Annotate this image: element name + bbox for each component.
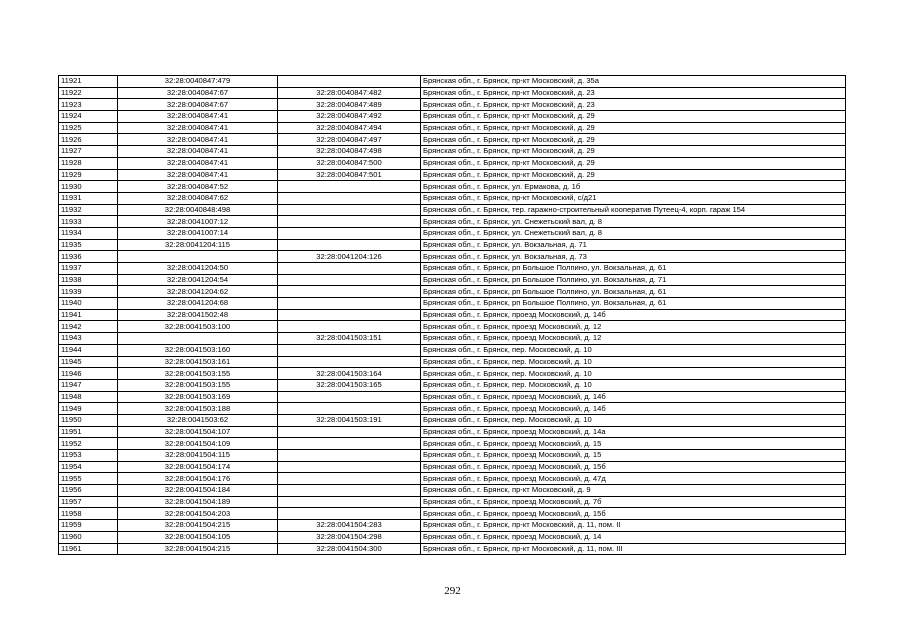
object-number-cell: 32:28:0040847:482 xyxy=(278,87,421,99)
table-row xyxy=(59,111,846,123)
cadastral-number-cell: 32:28:0040847:41 xyxy=(118,157,278,169)
cadastral-number-cell: 32:28:0040847:479 xyxy=(118,76,278,88)
object-number-cell xyxy=(278,461,421,473)
address-cell: Брянская обл., г. Брянск, пер. Московский, д. 10 xyxy=(421,368,846,380)
address-cell: Брянская обл., г. Брянск, проезд Московский, д. 14 xyxy=(421,531,846,543)
row-number-cell: 11930 xyxy=(59,181,118,193)
table-row xyxy=(59,461,846,473)
cadastral-number-cell: 32:28:0041204:54 xyxy=(118,274,278,286)
row-number-cell: 11935 xyxy=(59,239,118,251)
address-cell: Брянская обл., г. Брянск, проезд Московский, д. 15 xyxy=(421,450,846,462)
cadastral-number-cell: 32:28:0041503:100 xyxy=(118,321,278,333)
cadastral-number-cell: 32:28:0040847:52 xyxy=(118,181,278,193)
row-number-cell: 11925 xyxy=(59,122,118,134)
table-row xyxy=(59,450,846,462)
object-number-cell: 32:28:0040847:497 xyxy=(278,134,421,146)
row-number-cell: 11955 xyxy=(59,473,118,485)
object-number-cell xyxy=(278,508,421,520)
cadastral-number-cell: 32:28:0041504:215 xyxy=(118,543,278,555)
address-cell: Брянская обл., г. Брянск, пр-кт Московский, д. 11, пом. II xyxy=(421,520,846,532)
object-number-cell xyxy=(278,181,421,193)
registry-table xyxy=(58,75,846,555)
table-row xyxy=(59,286,846,298)
object-number-cell xyxy=(278,344,421,356)
row-number-cell: 11961 xyxy=(59,543,118,555)
address-cell: Брянская обл., г. Брянск, пр-кт Московский, д. 29 xyxy=(421,157,846,169)
cadastral-number-cell: 32:28:0040847:41 xyxy=(118,146,278,158)
table-row xyxy=(59,520,846,532)
address-cell: Брянская обл., г. Брянск, ул. Вокзальная, д. 71 xyxy=(421,239,846,251)
object-number-cell xyxy=(278,403,421,415)
table-row xyxy=(59,473,846,485)
cadastral-number-cell: 32:28:0040847:41 xyxy=(118,122,278,134)
row-number-cell: 11928 xyxy=(59,157,118,169)
object-number-cell xyxy=(278,76,421,88)
address-cell: Брянская обл., г. Брянск, тер. гаражно-строительный кооператив Путеец-4, корп. гараж 154 xyxy=(421,204,846,216)
row-number-cell: 11934 xyxy=(59,227,118,239)
object-number-cell: 32:28:0041504:283 xyxy=(278,520,421,532)
table-row xyxy=(59,216,846,228)
row-number-cell: 11945 xyxy=(59,356,118,368)
row-number-cell: 11946 xyxy=(59,368,118,380)
address-cell: Брянская обл., г. Брянск, проезд Московский, д. 47д xyxy=(421,473,846,485)
row-number-cell: 11958 xyxy=(59,508,118,520)
address-cell: Брянская обл., г. Брянск, рп Большое Полпино, ул. Вокзальная, д. 61 xyxy=(421,298,846,310)
object-number-cell: 32:28:0041503:151 xyxy=(278,333,421,345)
address-cell: Брянская обл., г. Брянск, рп Большое Полпино, ул. Вокзальная, д. 61 xyxy=(421,286,846,298)
address-cell: Брянская обл., г. Брянск, проезд Московский, д. 14б xyxy=(421,403,846,415)
cadastral-number-cell: 32:28:0041503:169 xyxy=(118,391,278,403)
address-cell: Брянская обл., г. Брянск, пр-кт Московский, д. 29 xyxy=(421,134,846,146)
object-number-cell: 32:28:0040847:494 xyxy=(278,122,421,134)
object-number-cell: 32:28:0041503:191 xyxy=(278,414,421,426)
cadastral-number-cell: 32:28:0040847:67 xyxy=(118,99,278,111)
row-number-cell: 11959 xyxy=(59,520,118,532)
object-number-cell xyxy=(278,356,421,368)
address-cell: Брянская обл., г. Брянск, проезд Московский, д. 15б xyxy=(421,461,846,473)
table-row xyxy=(59,356,846,368)
address-cell: Брянская обл., г. Брянск, пр-кт Московский, д. 23 xyxy=(421,87,846,99)
object-number-cell xyxy=(278,286,421,298)
address-cell: Брянская обл., г. Брянск, пер. Московский, д. 10 xyxy=(421,379,846,391)
table-row xyxy=(59,192,846,204)
row-number-cell: 11943 xyxy=(59,333,118,345)
object-number-cell xyxy=(278,450,421,462)
row-number-cell: 11923 xyxy=(59,99,118,111)
table-row xyxy=(59,204,846,216)
address-cell: Брянская обл., г. Брянск, проезд Московский, д. 12 xyxy=(421,333,846,345)
registry-table-body xyxy=(59,76,846,555)
cadastral-number-cell: 32:28:0041504:174 xyxy=(118,461,278,473)
address-cell: Брянская обл., г. Брянск, проезд Московский, д. 14б xyxy=(421,391,846,403)
cadastral-number-cell: 32:28:0041503:188 xyxy=(118,403,278,415)
row-number-cell: 11924 xyxy=(59,111,118,123)
table-row xyxy=(59,496,846,508)
row-number-cell: 11936 xyxy=(59,251,118,263)
address-cell: Брянская обл., г. Брянск, пр-кт Московский, д. 9 xyxy=(421,485,846,497)
row-number-cell: 11926 xyxy=(59,134,118,146)
cadastral-number-cell: 32:28:0041504:176 xyxy=(118,473,278,485)
table-row xyxy=(59,157,846,169)
address-cell: Брянская обл., г. Брянск, пр-кт Московский, д. 11, пом. III xyxy=(421,543,846,555)
address-cell: Брянская обл., г. Брянск, ул. Вокзальная, д. 73 xyxy=(421,251,846,263)
cadastral-number-cell: 32:28:0041504:215 xyxy=(118,520,278,532)
table-row xyxy=(59,122,846,134)
object-number-cell: 32:28:0041504:298 xyxy=(278,531,421,543)
cadastral-number-cell: 32:28:0040848:498 xyxy=(118,204,278,216)
row-number-cell: 11944 xyxy=(59,344,118,356)
table-row xyxy=(59,403,846,415)
cadastral-number-cell: 32:28:0041204:50 xyxy=(118,263,278,275)
row-number-cell: 11939 xyxy=(59,286,118,298)
address-cell: Брянская обл., г. Брянск, пер. Московский, д. 10 xyxy=(421,414,846,426)
cadastral-number-cell: 32:28:0041503:160 xyxy=(118,344,278,356)
row-number-cell: 11933 xyxy=(59,216,118,228)
cadastral-number-cell: 32:28:0041204:68 xyxy=(118,298,278,310)
row-number-cell: 11950 xyxy=(59,414,118,426)
object-number-cell: 32:28:0041204:126 xyxy=(278,251,421,263)
object-number-cell xyxy=(278,485,421,497)
table-row xyxy=(59,344,846,356)
row-number-cell: 11922 xyxy=(59,87,118,99)
table-row xyxy=(59,368,846,380)
object-number-cell: 32:28:0041503:164 xyxy=(278,368,421,380)
row-number-cell: 11951 xyxy=(59,426,118,438)
table-row xyxy=(59,239,846,251)
object-number-cell xyxy=(278,204,421,216)
row-number-cell: 11927 xyxy=(59,146,118,158)
cadastral-number-cell: 32:28:0041503:155 xyxy=(118,379,278,391)
cadastral-number-cell: 32:28:0041504:203 xyxy=(118,508,278,520)
object-number-cell: 32:28:0040847:489 xyxy=(278,99,421,111)
table-row xyxy=(59,181,846,193)
cadastral-number-cell xyxy=(118,251,278,263)
cadastral-number-cell: 32:28:0041503:155 xyxy=(118,368,278,380)
page-number: 292 xyxy=(444,585,461,597)
row-number-cell: 11952 xyxy=(59,438,118,450)
object-number-cell: 32:28:0040847:492 xyxy=(278,111,421,123)
table-row xyxy=(59,169,846,181)
object-number-cell: 32:28:0041504:300 xyxy=(278,543,421,555)
row-number-cell: 11929 xyxy=(59,169,118,181)
cadastral-number-cell: 32:28:0040847:67 xyxy=(118,87,278,99)
row-number-cell: 11940 xyxy=(59,298,118,310)
row-number-cell: 11960 xyxy=(59,531,118,543)
cadastral-number-cell: 32:28:0041504:115 xyxy=(118,450,278,462)
table-row xyxy=(59,251,846,263)
cadastral-number-cell: 32:28:0041503:161 xyxy=(118,356,278,368)
address-cell: Брянская обл., г. Брянск, пр-кт Московский, д. 29 xyxy=(421,169,846,181)
table-row xyxy=(59,87,846,99)
row-number-cell: 11932 xyxy=(59,204,118,216)
object-number-cell xyxy=(278,496,421,508)
address-cell: Брянская обл., г. Брянск, пр-кт Московский, д. 29 xyxy=(421,122,846,134)
cadastral-number-cell xyxy=(118,333,278,345)
address-cell: Брянская обл., г. Брянск, пер. Московский, д. 10 xyxy=(421,344,846,356)
object-number-cell xyxy=(278,227,421,239)
object-number-cell xyxy=(278,309,421,321)
address-cell: Брянская обл., г. Брянск, пр-кт Московский, д. 23 xyxy=(421,99,846,111)
cadastral-number-cell: 32:28:0041504:107 xyxy=(118,426,278,438)
address-cell: Брянская обл., г. Брянск, рп Большое Полпино, ул. Вокзальная, д. 61 xyxy=(421,263,846,275)
object-number-cell xyxy=(278,473,421,485)
address-cell: Брянская обл., г. Брянск, проезд Московский, д. 15б xyxy=(421,508,846,520)
table-row xyxy=(59,274,846,286)
cadastral-number-cell: 32:28:0041503:62 xyxy=(118,414,278,426)
table-row xyxy=(59,134,846,146)
cadastral-number-cell: 32:28:0041504:109 xyxy=(118,438,278,450)
object-number-cell xyxy=(278,391,421,403)
row-number-cell: 11949 xyxy=(59,403,118,415)
cadastral-number-cell: 32:28:0041007:14 xyxy=(118,227,278,239)
object-number-cell xyxy=(278,263,421,275)
object-number-cell xyxy=(278,274,421,286)
cadastral-number-cell: 32:28:0041007:12 xyxy=(118,216,278,228)
row-number-cell: 11948 xyxy=(59,391,118,403)
cadastral-number-cell: 32:28:0041204:62 xyxy=(118,286,278,298)
row-number-cell: 11941 xyxy=(59,309,118,321)
object-number-cell xyxy=(278,239,421,251)
table-row xyxy=(59,543,846,555)
table-row xyxy=(59,379,846,391)
table-row xyxy=(59,508,846,520)
cadastral-number-cell: 32:28:0040847:41 xyxy=(118,169,278,181)
object-number-cell xyxy=(278,426,421,438)
address-cell: Брянская обл., г. Брянск, проезд Московский, д. 14а xyxy=(421,426,846,438)
cadastral-number-cell: 32:28:0041504:184 xyxy=(118,485,278,497)
table-row xyxy=(59,438,846,450)
cadastral-number-cell: 32:28:0041504:105 xyxy=(118,531,278,543)
address-cell: Брянская обл., г. Брянск, ул. Ермакова, д. 1б xyxy=(421,181,846,193)
object-number-cell xyxy=(278,298,421,310)
cadastral-number-cell: 32:28:0041502:48 xyxy=(118,309,278,321)
row-number-cell: 11931 xyxy=(59,192,118,204)
row-number-cell: 11938 xyxy=(59,274,118,286)
table-row xyxy=(59,485,846,497)
object-number-cell xyxy=(278,216,421,228)
address-cell: Брянская обл., г. Брянск, ул. Снежетьский вал, д. 8 xyxy=(421,216,846,228)
table-row xyxy=(59,391,846,403)
address-cell: Брянская обл., г. Брянск, пр-кт Московский, д. 29 xyxy=(421,111,846,123)
table-row xyxy=(59,263,846,275)
row-number-cell: 11953 xyxy=(59,450,118,462)
table-row xyxy=(59,298,846,310)
address-cell: Брянская обл., г. Брянск, ул. Снежетьский вал, д. 8 xyxy=(421,227,846,239)
cadastral-number-cell: 32:28:0040847:41 xyxy=(118,134,278,146)
cadastral-number-cell: 32:28:0040847:41 xyxy=(118,111,278,123)
cadastral-number-cell: 32:28:0041204:115 xyxy=(118,239,278,251)
object-number-cell: 32:28:0040847:501 xyxy=(278,169,421,181)
cadastral-number-cell: 32:28:0041504:189 xyxy=(118,496,278,508)
object-number-cell xyxy=(278,438,421,450)
table-row xyxy=(59,146,846,158)
address-cell: Брянская обл., г. Брянск, пр-кт Московский, д. 29 xyxy=(421,146,846,158)
address-cell: Брянская обл., г. Брянск, пер. Московский, д. 10 xyxy=(421,356,846,368)
row-number-cell: 11942 xyxy=(59,321,118,333)
table-row xyxy=(59,76,846,88)
table-row xyxy=(59,333,846,345)
table-row xyxy=(59,426,846,438)
row-number-cell: 11956 xyxy=(59,485,118,497)
cadastral-number-cell: 32:28:0040847:62 xyxy=(118,192,278,204)
address-cell: Брянская обл., г. Брянск, пр-кт Московский, д. 35а xyxy=(421,76,846,88)
object-number-cell: 32:28:0040847:498 xyxy=(278,146,421,158)
object-number-cell xyxy=(278,321,421,333)
object-number-cell: 32:28:0041503:165 xyxy=(278,379,421,391)
address-cell: Брянская обл., г. Брянск, проезд Московский, д. 15 xyxy=(421,438,846,450)
address-cell: Брянская обл., г. Брянск, проезд Московский, д. 14б xyxy=(421,309,846,321)
row-number-cell: 11937 xyxy=(59,263,118,275)
address-cell: Брянская обл., г. Брянск, пр-кт Московский, с/д21 xyxy=(421,192,846,204)
address-cell: Брянская обл., г. Брянск, проезд Московский, д. 7б xyxy=(421,496,846,508)
table-row xyxy=(59,414,846,426)
table-row xyxy=(59,531,846,543)
address-cell: Брянская обл., г. Брянск, рп Большое Полпино, ул. Вокзальная, д. 71 xyxy=(421,274,846,286)
table-row xyxy=(59,99,846,111)
table-row xyxy=(59,321,846,333)
table-row xyxy=(59,309,846,321)
table-row xyxy=(59,227,846,239)
object-number-cell xyxy=(278,192,421,204)
row-number-cell: 11921 xyxy=(59,76,118,88)
row-number-cell: 11947 xyxy=(59,379,118,391)
address-cell: Брянская обл., г. Брянск, проезд Московский, д. 12 xyxy=(421,321,846,333)
object-number-cell: 32:28:0040847:500 xyxy=(278,157,421,169)
row-number-cell: 11954 xyxy=(59,461,118,473)
row-number-cell: 11957 xyxy=(59,496,118,508)
